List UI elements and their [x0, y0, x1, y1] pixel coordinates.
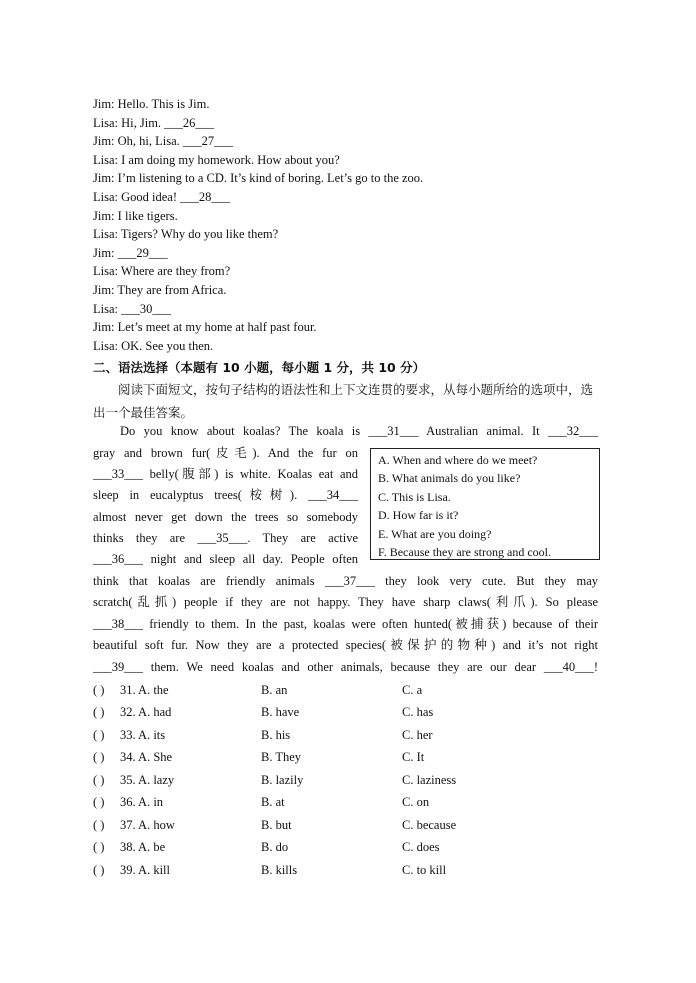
choice-c: C. on — [402, 795, 430, 809]
option-item: A. When and where do we meet? — [378, 453, 538, 467]
section-title: 二、语法选择（本题有 10 小题，每小题 1 分，共 10 分） — [93, 360, 426, 375]
choice-c: C. does — [402, 840, 440, 854]
choice-a: 31. A. the — [120, 683, 169, 697]
answer-blank[interactable]: ( ) — [93, 728, 105, 742]
question-row — [93, 746, 613, 768]
dialogue-line: Lisa: I am doing my homework. How about you? — [93, 152, 340, 167]
choice-c: C. because — [402, 818, 457, 832]
choice-a: 37. A. how — [120, 818, 175, 832]
question-row — [93, 679, 613, 701]
passage-line: sleep in eucalyptus trees(桉树). ___34___ — [93, 488, 358, 502]
choice-a: 35. A. lazy — [120, 773, 175, 787]
choice-c: C. has — [402, 705, 434, 719]
choice-b: B. have — [261, 705, 300, 719]
dialogue-line: Lisa: OK. See you then. — [93, 338, 214, 353]
dialogue-line: Jim: ___29___ — [93, 245, 168, 260]
dialogue-line: Lisa: Where are they from? — [93, 264, 231, 279]
answer-blank[interactable]: ( ) — [93, 795, 105, 809]
dialogue-line: Jim: I’m listening to a CD. It’s kind of boring. Let’s go to the zoo. — [93, 171, 424, 186]
choice-b: B. an — [261, 683, 288, 697]
passage-line: Do you know about koalas? The koala is ___31___ Australian animal. It ___32___ — [120, 424, 598, 438]
choice-b: B. at — [261, 795, 285, 809]
question-row — [93, 769, 613, 791]
dialogue — [93, 95, 613, 355]
question-row — [93, 724, 613, 746]
choice-a: 39. A. kill — [120, 863, 171, 877]
passage-line: ___33___ belly(腹部) is white. Koalas eat and — [93, 467, 358, 481]
passage-line: beautiful soft fur. Now they are a protected species(被保护的物种) and it’s not right — [93, 638, 598, 652]
choice-a: 33. A. its — [120, 728, 166, 742]
choice-a: 36. A. in — [120, 795, 164, 809]
choice-c: C. her — [402, 728, 433, 742]
question-row — [93, 859, 613, 881]
passage-line: think that koalas are friendly animals ___37___ they look very cute. But they may — [93, 574, 598, 588]
answer-blank[interactable]: ( ) — [93, 863, 105, 877]
passage-line: thinks they are ___35___. They are active — [93, 531, 358, 545]
dialogue-line: Lisa: Tigers? Why do you like them? — [93, 227, 279, 242]
choice-c: C. It — [402, 750, 425, 764]
answer-blank[interactable]: ( ) — [93, 683, 105, 697]
answer-blank[interactable]: ( ) — [93, 705, 105, 719]
dialogue-line: Jim: Oh, hi, Lisa. ___27___ — [93, 134, 233, 149]
dialogue-line: Jim: Let’s meet at my home at half past four. — [93, 320, 317, 335]
answer-blank[interactable]: ( ) — [93, 818, 105, 832]
choice-b: B. do — [261, 840, 289, 854]
dialogue-line: Jim: They are from Africa. — [93, 282, 227, 297]
choice-c: C. a — [402, 683, 423, 697]
section-instructions: 阅读下面短文，按句子结构的语法性和上下文连贯的要求，从每小题所给的选项中，选出一个最佳答案。 — [93, 382, 594, 420]
choice-b: B. kills — [261, 863, 298, 877]
choice-b: B. They — [261, 750, 302, 764]
dialogue-line: Lisa: ___30___ — [93, 301, 172, 316]
question-row — [93, 814, 613, 836]
answer-blank[interactable]: ( ) — [93, 750, 105, 764]
passage-line: ___38___ friendly to them. In the past, koalas were often hunted(被捕获) because of their — [93, 617, 598, 631]
question-row — [93, 836, 613, 858]
choice-c: C. to kill — [402, 863, 447, 877]
answer-blank[interactable]: ( ) — [93, 840, 105, 854]
option-item: F. Because they are strong and cool. — [378, 544, 551, 559]
dialogue-line: Lisa: Good idea! ___28___ — [93, 189, 231, 204]
dialogue-line: Lisa: Hi, Jim. ___26___ — [93, 115, 215, 130]
passage-line: gray and brown fur(皮毛). And the fur on — [93, 446, 358, 460]
choice-c: C. laziness — [402, 773, 457, 787]
option-item: C. This is Lisa. — [378, 489, 451, 504]
dialogue-line: Jim: I like tigers. — [93, 208, 178, 223]
choice-b: B. his — [261, 728, 291, 742]
passage-line: almost never get down the trees so somebody — [93, 510, 358, 524]
option-item: B. What animals do you like? — [378, 471, 521, 486]
question-row — [93, 791, 613, 813]
answer-blank[interactable]: ( ) — [93, 773, 105, 787]
choice-b: B. lazily — [261, 773, 304, 787]
passage-line: ___36___ night and sleep all day. People often — [93, 552, 358, 566]
option-item: D. How far is it? — [378, 508, 459, 523]
option-item: E. What are you doing? — [378, 526, 492, 541]
dialogue-options-box — [370, 448, 600, 560]
passage-line: scratch(乱抓) people if they are not happy. They have sharp claws(利爪). So please — [93, 595, 598, 609]
choice-a: 34. A. She — [120, 750, 173, 764]
choice-a: 32. A. had — [120, 705, 172, 719]
choice-b: B. but — [261, 818, 292, 832]
choice-a: 38. A. be — [120, 840, 166, 854]
dialogue-line: Jim: Hello. This is Jim. — [93, 97, 210, 111]
passage-line: ___39___ them. We need koalas and other animals, because they are our dear ___40___! — [93, 660, 598, 674]
question-row — [93, 701, 613, 723]
